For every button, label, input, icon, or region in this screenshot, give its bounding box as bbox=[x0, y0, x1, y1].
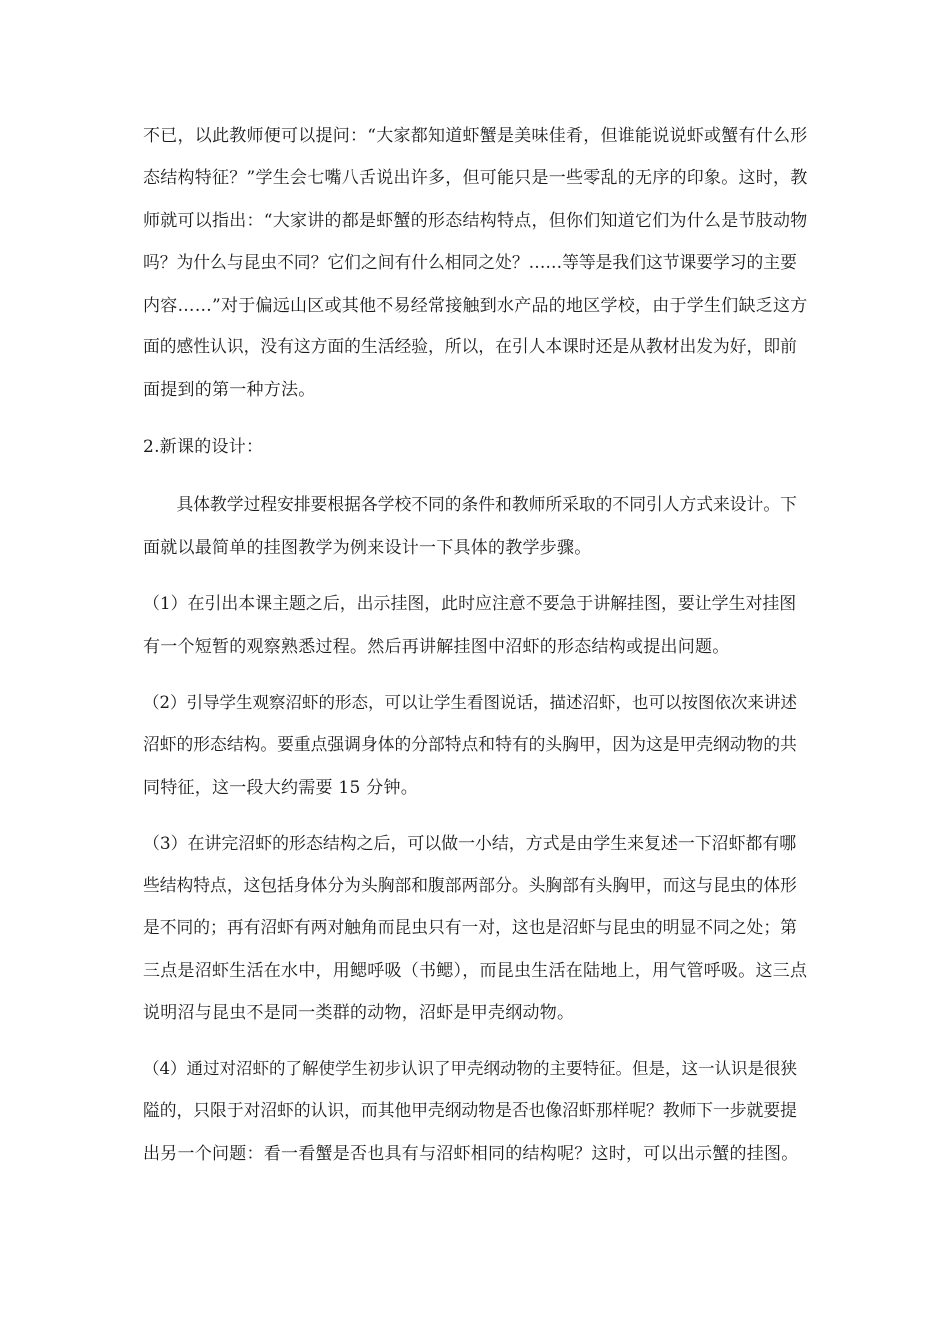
text-line: 出另一个问题：看一看蟹是否也具有与沼虾相同的结构呢？这时，可以出示蟹的挂图。 bbox=[143, 1144, 799, 1164]
text-line: 面提到的第一种方法。 bbox=[143, 380, 316, 400]
text-line: 面就以最简单的挂图教学为例来设计一下具体的教学步骤。 bbox=[143, 538, 592, 558]
text-line: 面的感性认识，没有这方面的生活经验，所以，在引人本课时还是从教材出发为好，即前 bbox=[143, 336, 797, 356]
text-line: （3）在讲完沼虾的形态结构之后，可以做一小结，方式是由学生来复述一下沼虾都有哪 bbox=[143, 833, 797, 853]
text-line: 内容……”对于偏远山区或其他不易经常接触到水产品的地区学校，由于学生们缺乏这方 bbox=[143, 296, 808, 316]
text-line: 吗？为什么与昆虫不同？它们之间有什么相同之处？……等等是我们这节课要学习的主要 bbox=[143, 252, 797, 272]
text-line: 隘的，只限于对沼虾的认识，而其他甲壳纲动物是否也像沼虾那样呢？教师下一步就要提 bbox=[143, 1100, 797, 1120]
text-line: 说明沼与昆虫不是同一类群的动物，沼虾是甲壳纲动物。 bbox=[143, 1003, 575, 1023]
text-line: 是不同的；再有沼虾有两对触角而昆虫只有一对，这也是沼虾与昆虫的明显不同之处；第 bbox=[143, 917, 797, 937]
text-line: 态结构特征？”学生会七嘴八舌说出许多，但可能只是一些零乱的无序的印象。这时，教 bbox=[143, 168, 808, 188]
text-line: 师就可以指出：“大家讲的都是虾蟹的形态结构特点，但你们知道它们为什么是节肢动物 bbox=[143, 211, 808, 231]
section-heading: 2.新课的设计： bbox=[143, 437, 264, 457]
text-line: 三点是沼虾生活在水中，用鳃呼吸（书鳃），而昆虫生活在陆地上，用气管呼吸。这三点 bbox=[143, 961, 808, 981]
text-line: 具体教学过程安排要根据各学校不同的条件和教师所采取的不同引人方式来设计。下 bbox=[143, 494, 797, 514]
text-line: 有一个短暂的观察熟悉过程。然后再讲解挂图中沼虾的形态结构或提出问题。 bbox=[143, 637, 730, 657]
text-line: 些结构特点，这包括身体分为头胸部和腹部两部分。头胸部有头胸甲，而这与昆虫的体形 bbox=[143, 875, 797, 895]
text-line: （1）在引出本课主题之后，出示挂图，此时应注意不要急于讲解挂图，要让学生对挂图 bbox=[143, 593, 797, 613]
text-line: （2）引导学生观察沼虾的形态，可以让学生看图说话，描述沼虾，也可以按图依次来讲述 bbox=[143, 693, 797, 712]
text-line: 不已，以此教师便可以提问：“大家都知道虾蟹是美味佳肴，但谁能说说虾或蟹有什么形 bbox=[143, 126, 808, 146]
text-line: （4）通过对沼虾的了解使学生初步认识了甲壳纲动物的主要特征。但是，这一认识是很狭 bbox=[143, 1059, 797, 1078]
text-line: 沼虾的形态结构。要重点强调身体的分部特点和特有的头胸甲，因为这是甲壳纲动物的共 bbox=[143, 734, 797, 754]
text-line: 同特征，这一段大约需要 15 分钟。 bbox=[143, 778, 418, 798]
